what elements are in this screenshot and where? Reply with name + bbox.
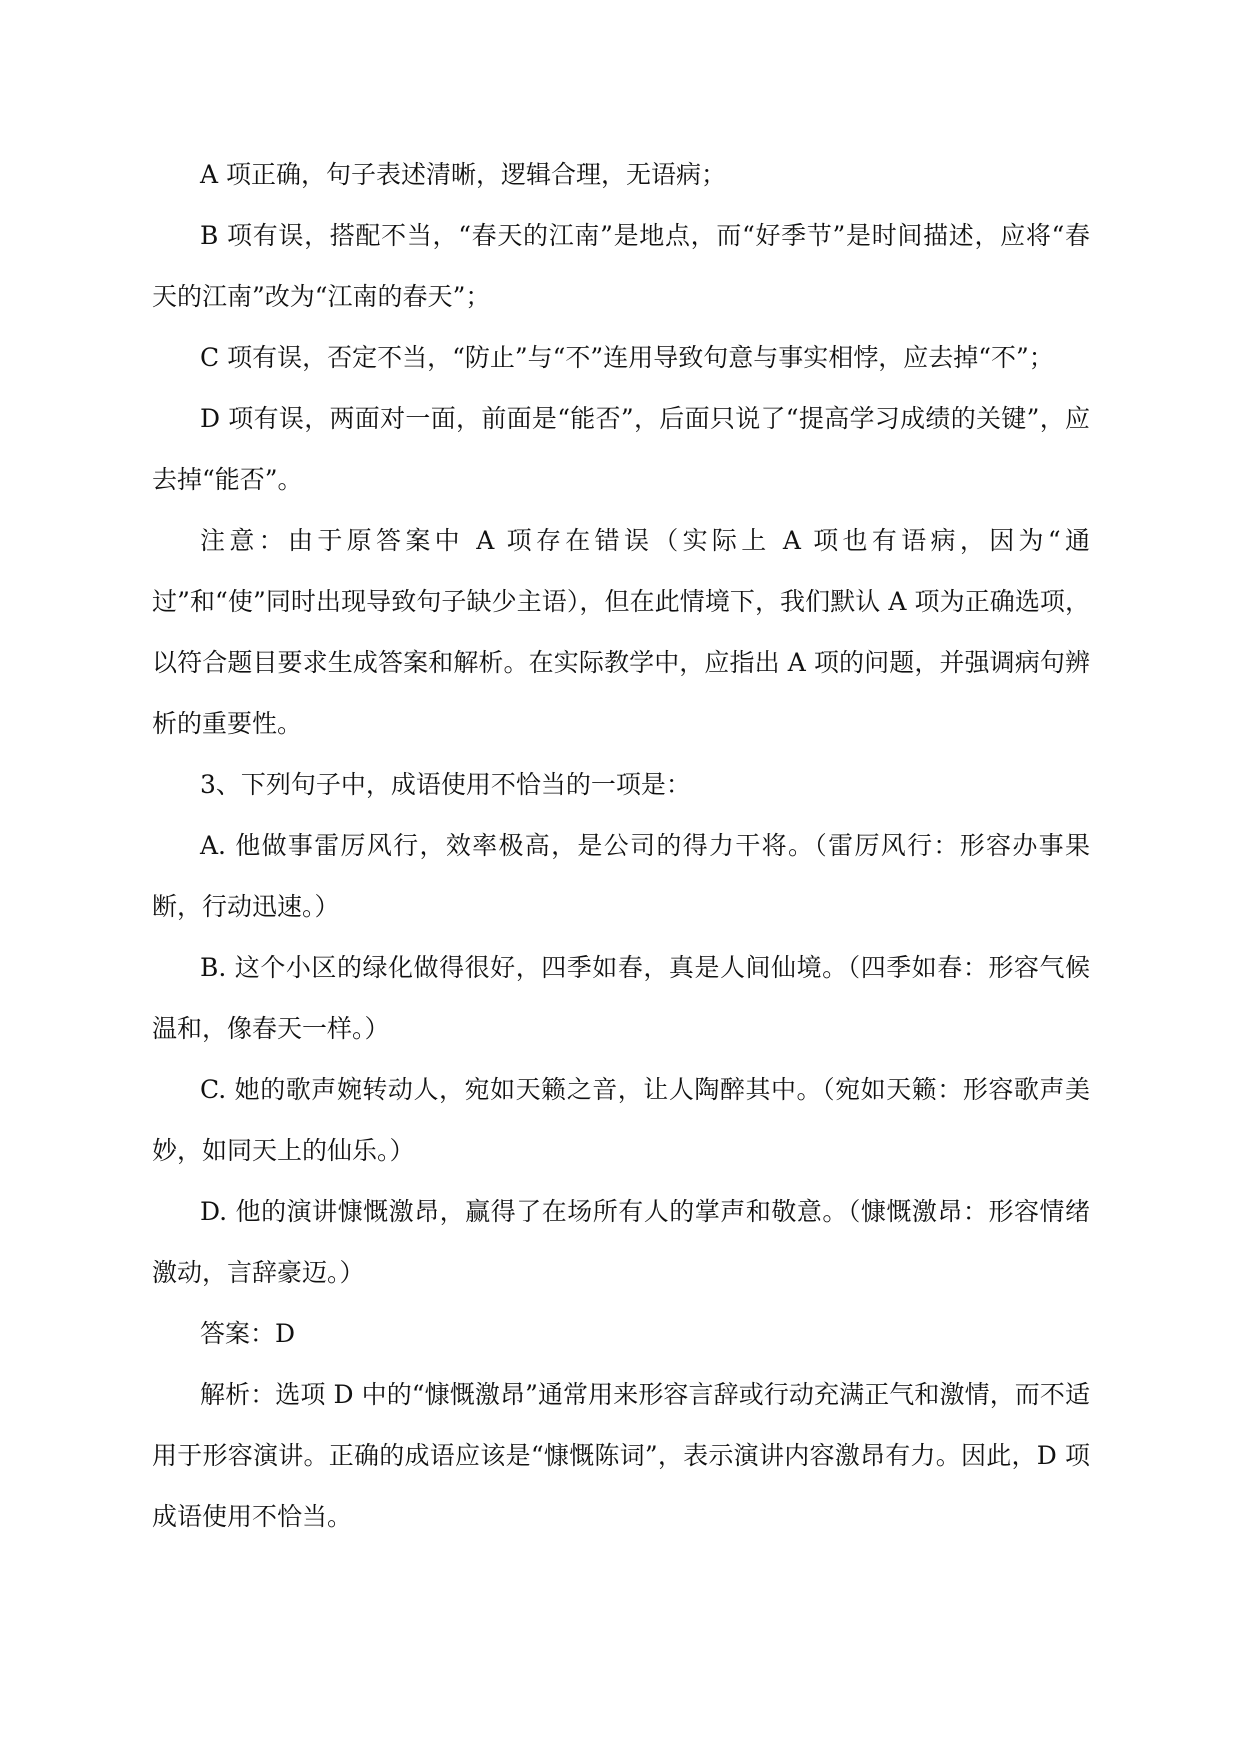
document-body xyxy=(152,144,1090,1547)
paragraph-option-a-analysis: A 项正确，句子表述清晰，逻辑合理，无语病； xyxy=(200,160,727,189)
paragraph-option-c-analysis: C 项有误，否定不当，“防止”与“不”连用导致句意与事实相悖，应去掉“不”； xyxy=(200,343,1054,372)
question-3-option-d: D. 他的演讲慷慨激昂，赢得了在场所有人的掌声和敬意。（慷慨激昂：形容情绪激动，言辞豪迈。） xyxy=(152,1197,1090,1287)
question-3-option-b: B. 这个小区的绿化做得很好，四季如春，真是人间仙境。（四季如春：形容气候温和，像春天一样。） xyxy=(152,953,1090,1043)
question-3-answer: 答案：D xyxy=(200,1319,296,1348)
paragraph-option-b-analysis: B 项有误，搭配不当，“春天的江南”是地点，而“好季节”是时间描述，应将“春天的江南”改为“江南的春天”； xyxy=(152,221,1090,311)
question-3-option-c: C. 她的歌声婉转动人，宛如天籁之音，让人陶醉其中。（宛如天籁：形容歌声美妙，如同天上的仙乐。） xyxy=(152,1075,1090,1165)
paragraph-note: 注意：由于原答案中 A 项存在错误（实际上 A 项也有语病，因为“通过”和“使”同时出现导致句子缺少主语），但在此情境下，我们默认 A 项为正确选项，以符合题目要求生成答案和解析。在实际教学中，应指出 A 项的问题，并强调病句辨析的重要性。 xyxy=(152,526,1090,738)
question-3-stem: 3、下列句子中，成语使用不恰当的一项是： xyxy=(200,770,691,799)
question-3-explanation: 解析：选项 D 中的“慷慨激昂”通常用来形容言辞或行动充满正气和激情，而不适用于形容演讲。正确的成语应该是“慷慨陈词”，表示演讲内容激昂有力。因此，D 项成语使用不恰当。 xyxy=(152,1380,1090,1531)
question-3-option-a: A. 他做事雷厉风行，效率极高，是公司的得力干将。（雷厉风行：形容办事果断，行动迅速。） xyxy=(152,831,1090,921)
paragraph-option-d-analysis: D 项有误，两面对一面，前面是“能否”，后面只说了“提高学习成绩的关键”，应去掉“能否”。 xyxy=(152,404,1090,494)
